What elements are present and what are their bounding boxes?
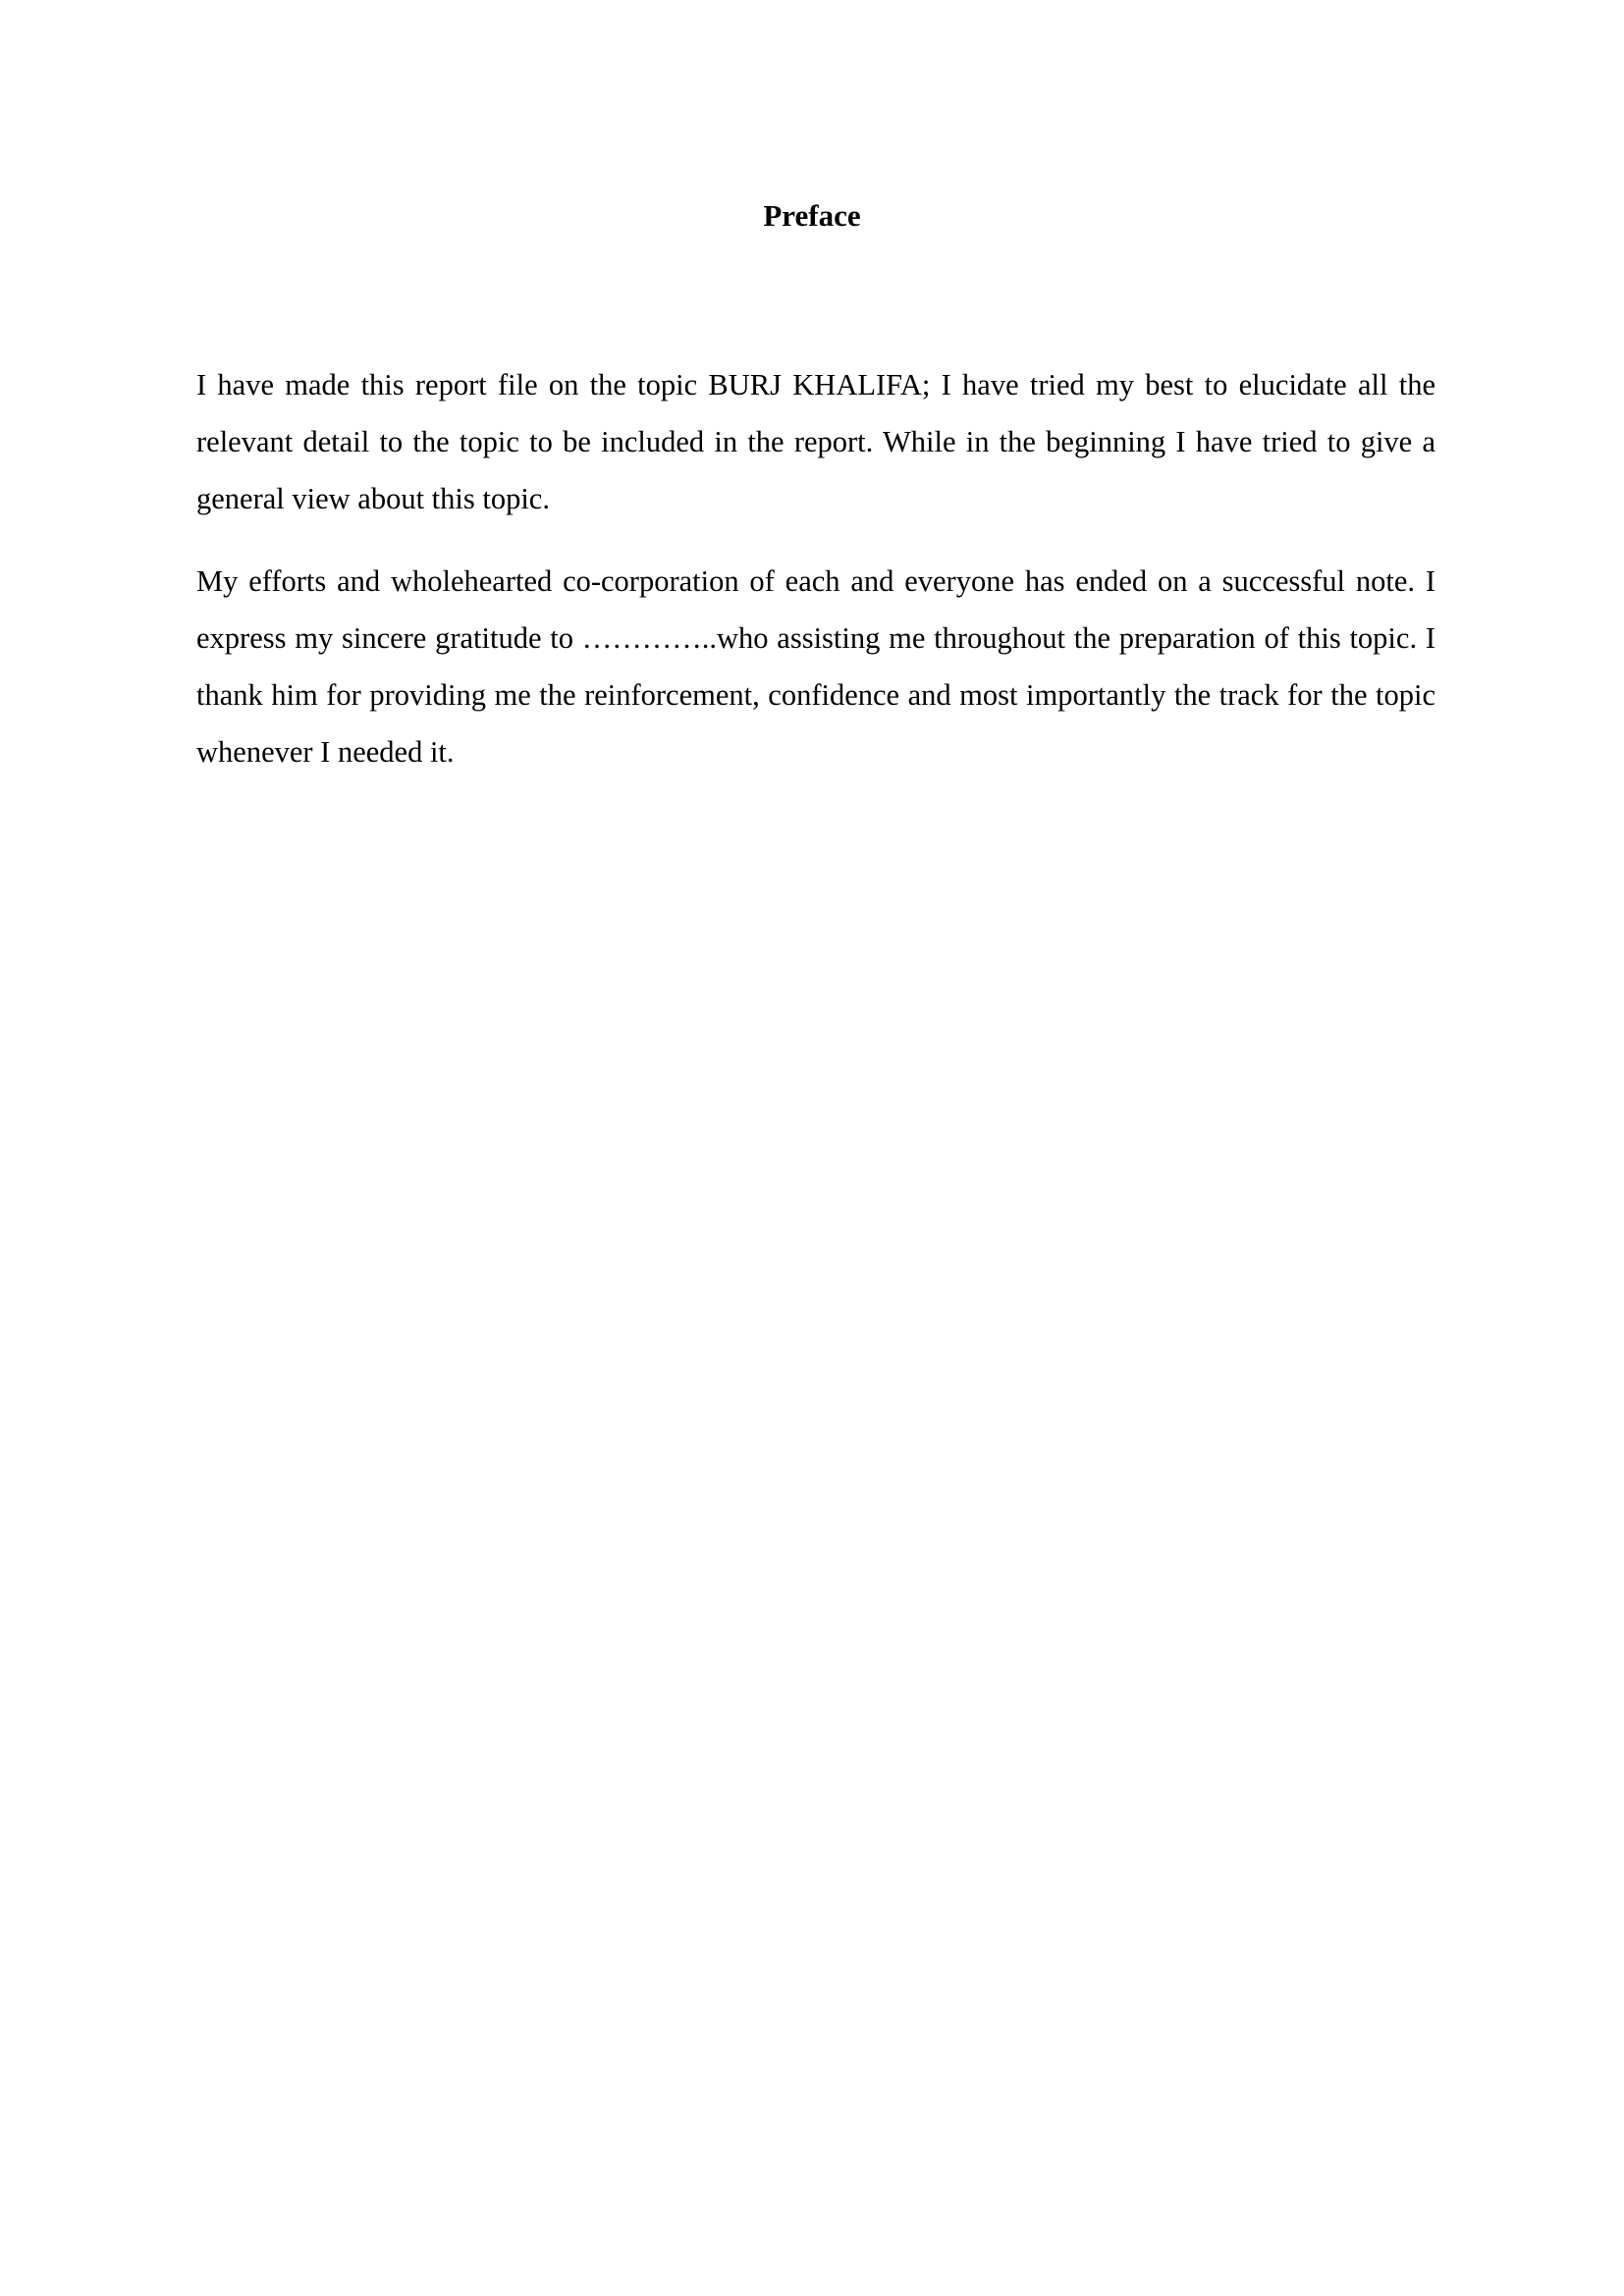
paragraph-2: My efforts and wholehearted co-corporation of each and everyone has ended on a successful note. I express my sincere gratitude to …………..who assisting me throughout the preparation of this topic. I thank him for providing me the reinforcement, confidence and most importantly the track for the topic whenever I needed it. — [196, 564, 1435, 769]
paragraph-1: I have made this report file on the topic BURJ KHALIFA; I have tried my best to elucidate all the relevant detail to the topic to be included in the report. While in the beginning I have tried to give a general view about this topic. — [196, 368, 1435, 515]
page-title: Preface — [763, 198, 861, 233]
body-text — [196, 356, 1435, 806]
